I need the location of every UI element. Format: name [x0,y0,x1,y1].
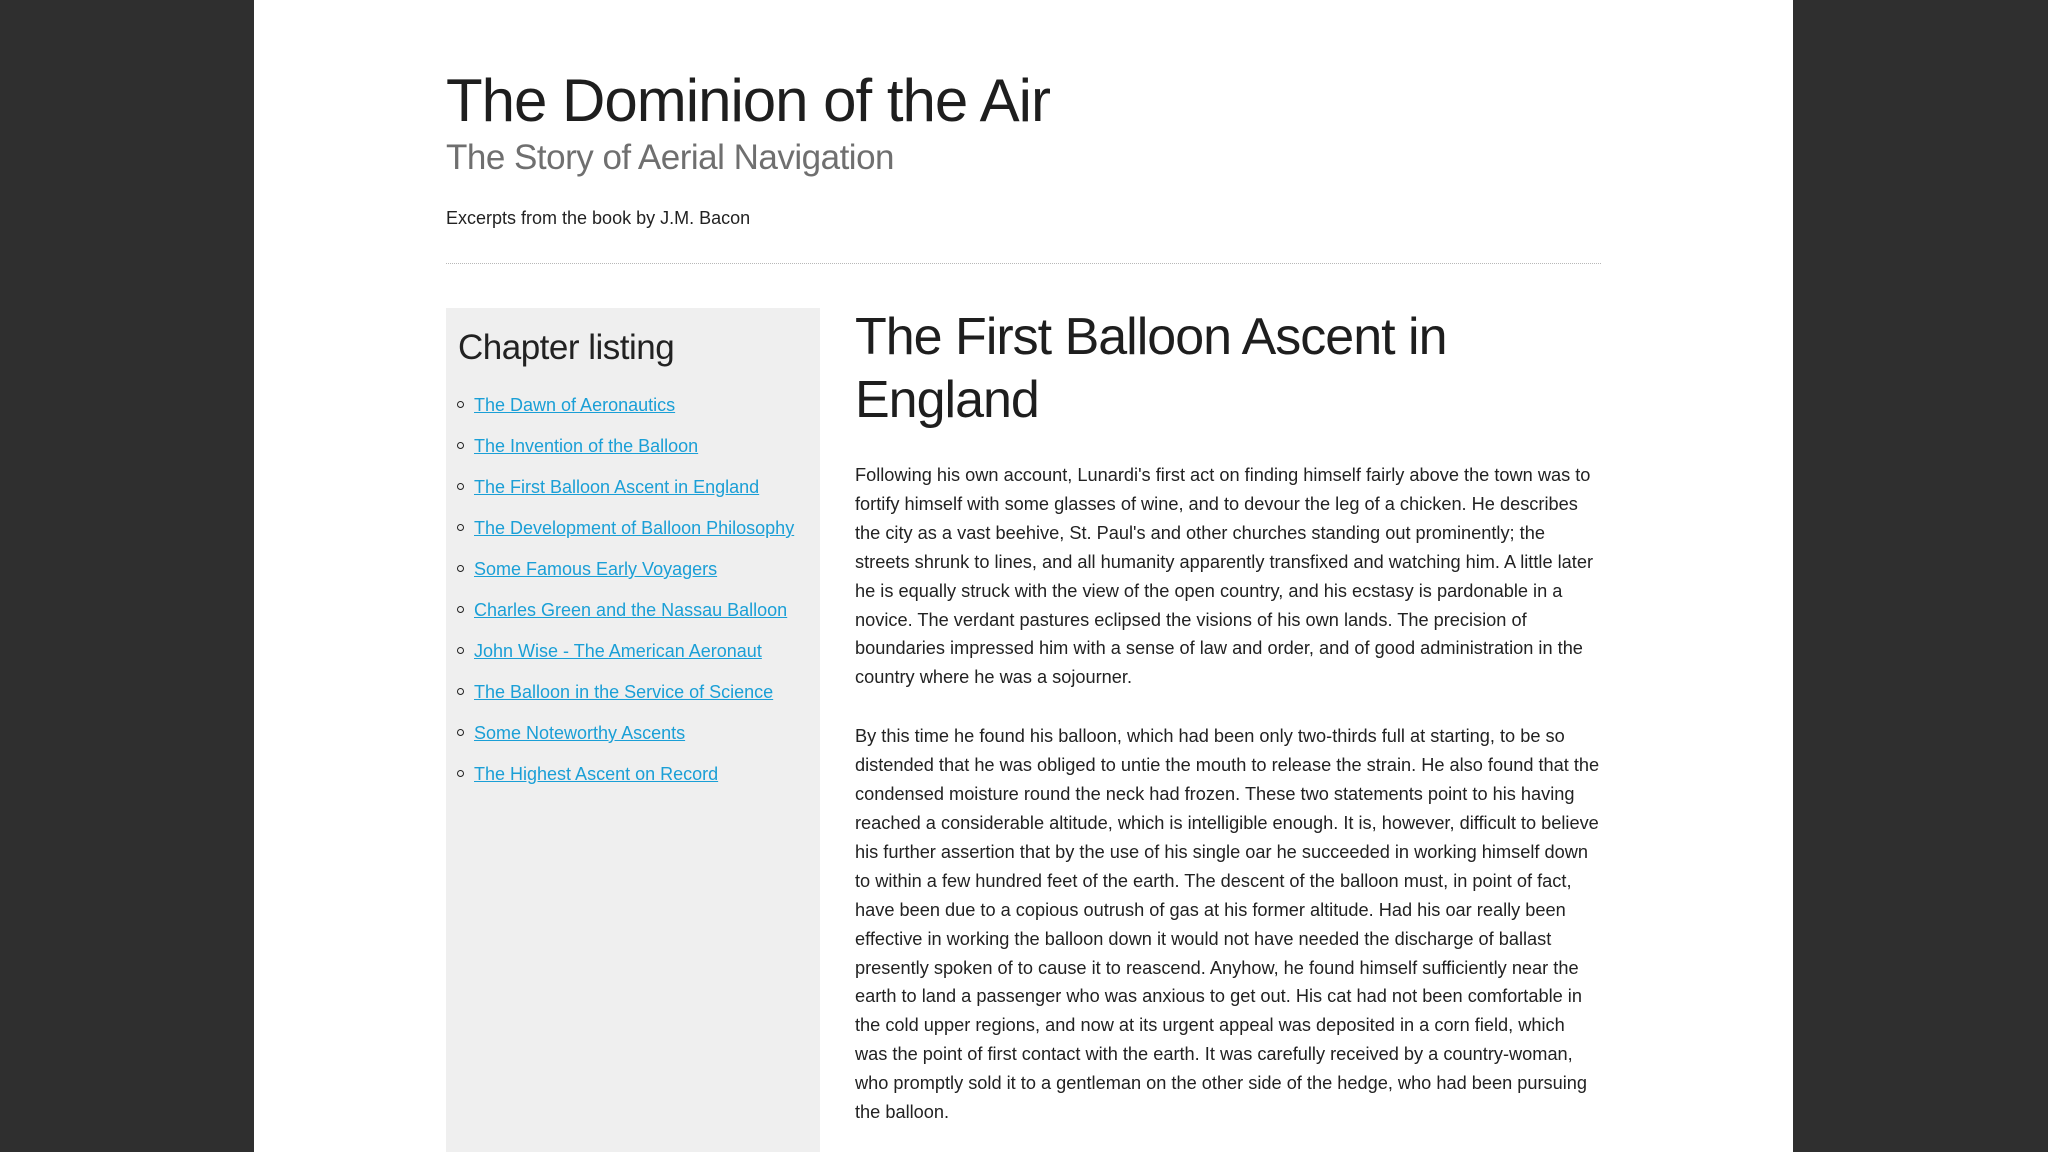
chapter-list [446,394,794,804]
chapter-list-item [446,681,794,722]
chapter-list-item [446,435,794,476]
chapter-sidebar [446,308,820,1152]
chapter-link-noteworthy-ascents[interactable]: Some Noteworthy Ascents [474,723,686,743]
chapter-link-highest-ascent[interactable]: The Highest Ascent on Record [474,764,719,784]
chapter-listing-heading: Chapter listing [458,328,675,367]
page [254,0,1793,1152]
site-subtitle: The Story of Aerial Navigation [446,138,895,177]
chapter-list-item [446,394,794,435]
chapter-link-john-wise[interactable]: John Wise - The American Aeronaut [474,641,762,661]
chapter-list-item [446,558,794,599]
chapter-list-item [446,599,794,640]
chapter-link-dawn-of-aeronautics[interactable]: The Dawn of Aeronautics [474,395,676,415]
chapter-link-service-of-science[interactable]: The Balloon in the Service of Science [474,682,774,702]
site-tagline: Excerpts from the book by J.M. Bacon [446,208,751,228]
chapter-list-item [446,722,794,763]
chapter-link-famous-early-voyagers[interactable]: Some Famous Early Voyagers [474,559,718,579]
chapter-list-item [446,476,794,517]
article-title: The First Balloon Ascent in England [855,308,1447,429]
article-paragraph: Following his own account, Lunardi's first act on finding himself fairly above the town was to fortify himself with some glasses of wine, and to devour the leg of a chicken. He describes the city as a vast beehive, St. Paul's and other churches standing out prominently; the streets shrunk to lines, and all humanity apparently transfixed and watching him. A little later he is equally struck with the view of the open country, and his ecstasy is pardonable in a novice. The verdant pastures eclipsed the visions of his own lands. The precision of boundaries impressed him with a sense of law and order, and of good administration in the country where he was a sojourner. [855,465,1593,688]
chapter-link-first-balloon-ascent[interactable]: The First Balloon Ascent in England [474,477,760,497]
site-title: The Dominion of the Air [446,67,1050,134]
chapter-list-item [446,640,794,681]
article-paragraph: By this time he found his balloon, which had been only two-thirds full at starting, to be so distended that he was obliged to untie the mouth to release the strain. He also found that the condensed moisture round the neck had frozen. These two statements point to his having reached a considerable altitude, which is intelligible enough. It is, however, difficult to believe his further assertion that by the use of his single oar he succeeded in working himself down to within a few hundred feet of the earth. The descent of the balloon must, in point of fact, have been due to a copious outrush of gas at his former altitude. Had his oar really been effective in working the balloon down it would not have needed the discharge of ballast presently spoken of to cause it to reascend. Anyhow, he found himself sufficiently near the earth to land a passenger who was anxious to get out. His cat had not been comfortable in the cold upper regions, and now at its urgent appeal was deposited in a corn field, which was the point of first contact with the earth. It was carefully received by a country-woman, who promptly sold it to a gentleman on the other side of the hedge, who had been pursuing the balloon. [855,726,1600,1123]
chapter-list-item [446,763,794,804]
chapter-link-balloon-philosophy[interactable]: The Development of Balloon Philosophy [474,518,795,538]
chapter-list-item [446,517,794,558]
header-divider [446,263,1601,264]
article [855,306,1601,1127]
chapter-link-invention-of-balloon[interactable]: The Invention of the Balloon [474,436,699,456]
chapter-link-charles-green[interactable]: Charles Green and the Nassau Balloon [474,600,788,620]
